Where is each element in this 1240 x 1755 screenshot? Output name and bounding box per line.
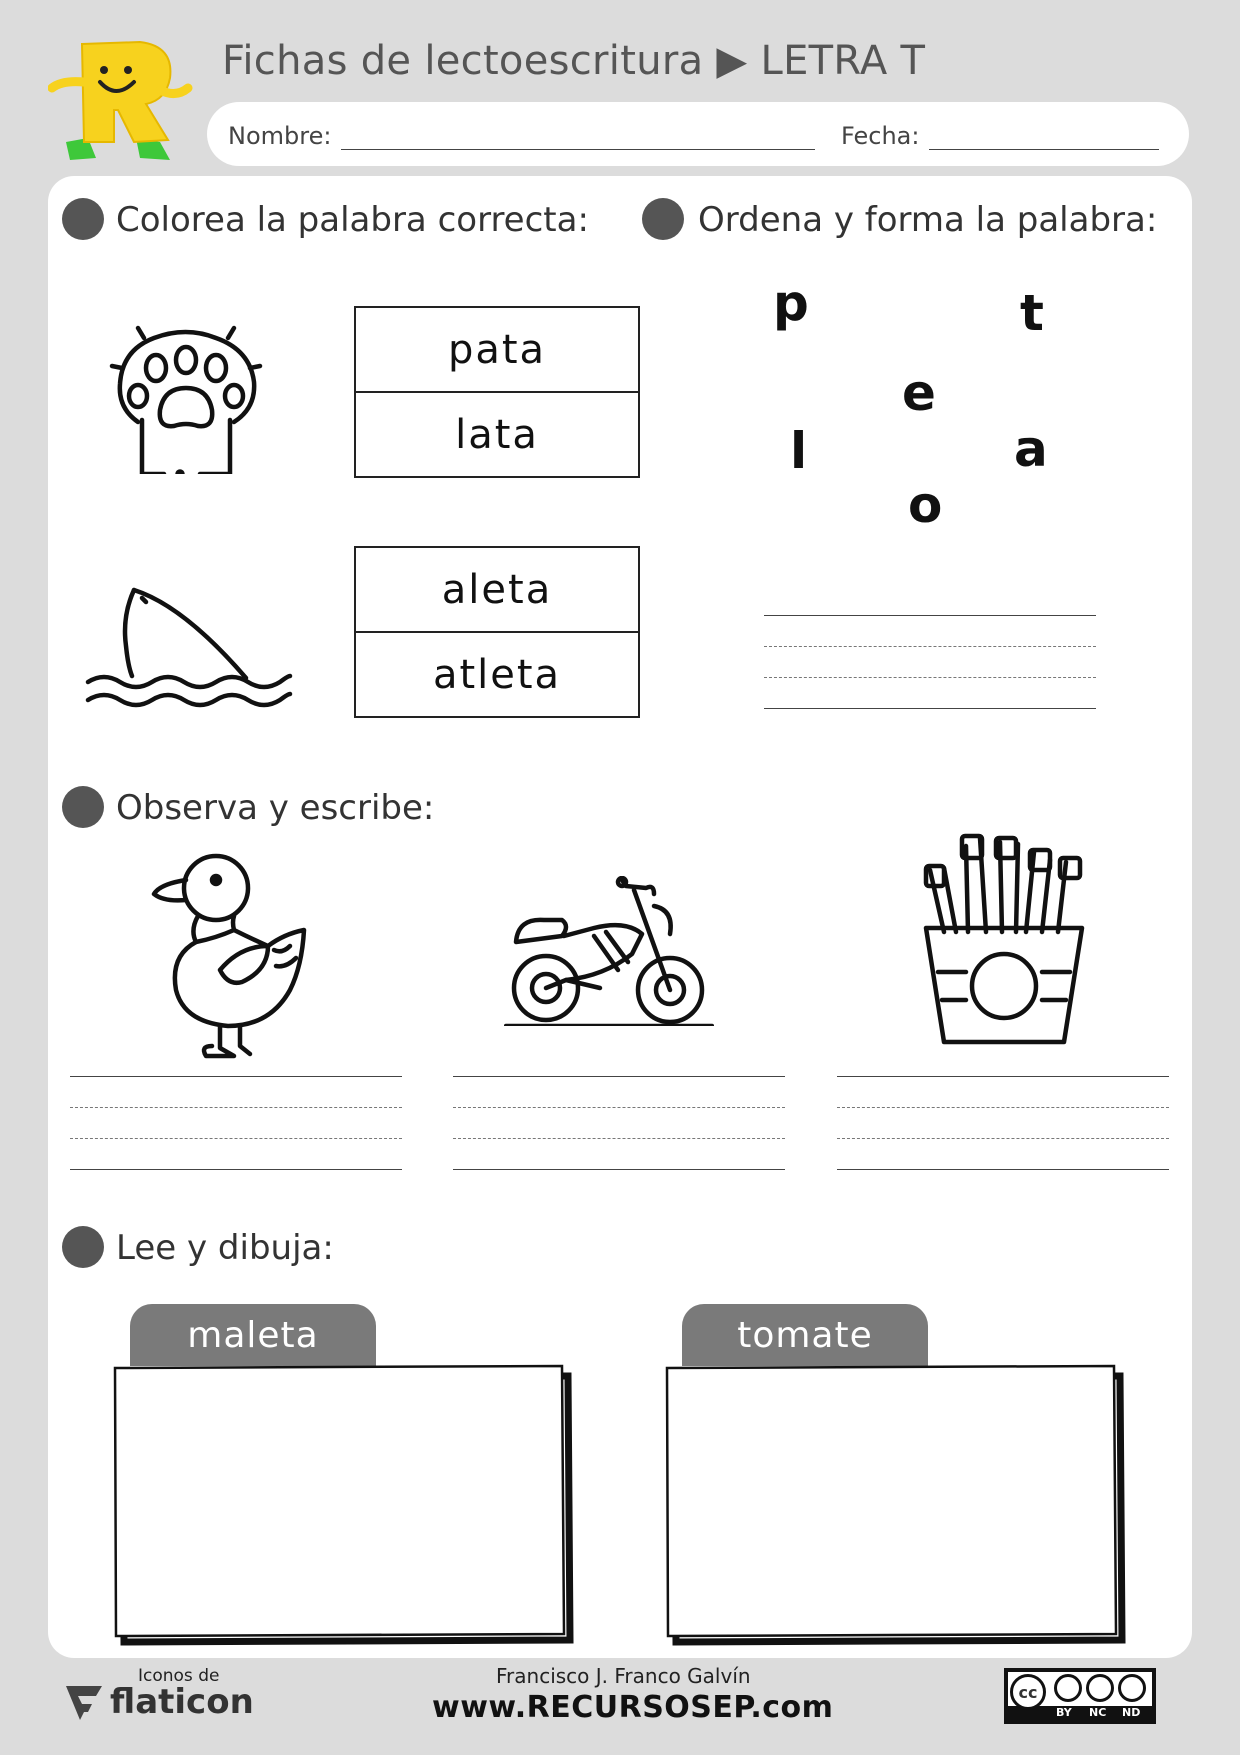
word-tab: tomate [682,1304,928,1366]
scrambled-letter: t [1020,284,1044,342]
date-field[interactable] [841,122,1159,150]
name-field[interactable] [228,122,815,150]
paw-icon [108,324,264,478]
writing-lines[interactable] [453,1076,785,1170]
author-name: Francisco J. Franco Galvín [496,1664,751,1688]
noderivatives-icon [1118,1674,1146,1702]
section-title-ordena: Ordena y forma la palabra: [698,200,1158,240]
word-tab: maleta [130,1304,376,1366]
section-title-lee: Lee y dibuja: [116,1228,334,1268]
word-option[interactable]: pata [447,326,547,373]
name-date-bar [207,102,1189,166]
cc-icon: cc [1010,1674,1046,1710]
date-label: Fecha: [841,122,920,150]
license-nd: ND [1122,1706,1141,1719]
shark-fin-icon [84,586,294,720]
word-options-box [354,546,640,718]
bullet-icon [62,786,104,828]
writing-lines[interactable] [70,1076,402,1170]
name-label: Nombre: [228,122,332,150]
icons-credit-label: Iconos de [138,1666,220,1686]
french-fries-icon [922,832,1086,1050]
flaticon-brand[interactable]: flaticon [110,1682,254,1722]
name-write-line[interactable] [341,125,815,150]
drawing-box[interactable] [112,1362,578,1650]
bullet-icon [62,198,104,240]
motorcycle-icon [504,876,714,1030]
bullet-icon [62,1226,104,1268]
word-option[interactable]: atleta [356,631,638,716]
drawing-box[interactable] [664,1362,1130,1650]
flaticon-logo-icon [64,1682,104,1726]
writing-lines[interactable] [837,1076,1169,1170]
scrambled-letter: e [902,364,936,422]
cc-license-badge[interactable] [1004,1668,1156,1724]
word-options-box [354,306,640,478]
scrambled-letter: a [1014,420,1048,478]
scrambled-letter: p [773,274,809,332]
section-title-observa: Observa y escribe: [116,788,435,828]
word-option[interactable]: lata [356,391,638,476]
duck-icon [150,850,316,1064]
scrambled-letter: o [908,476,943,534]
website-link[interactable]: www.RECURSOSEP.com [432,1690,834,1725]
scrambled-letter: l [790,422,808,480]
letter-r-mascot-logo [48,34,194,164]
worksheet-panel [48,176,1192,1658]
license-by: BY [1056,1706,1072,1719]
attribution-icon [1054,1674,1082,1702]
date-write-line[interactable] [929,125,1159,150]
word-option[interactable]: aleta [441,566,553,613]
noncommercial-icon [1086,1674,1114,1702]
section-title-colorea: Colorea la palabra correcta: [116,200,589,240]
bullet-icon [642,198,684,240]
worksheet-title: Fichas de lectoescritura ▶ LETRA T [222,38,926,84]
license-nc: NC [1089,1706,1107,1719]
writing-lines[interactable] [764,615,1096,709]
